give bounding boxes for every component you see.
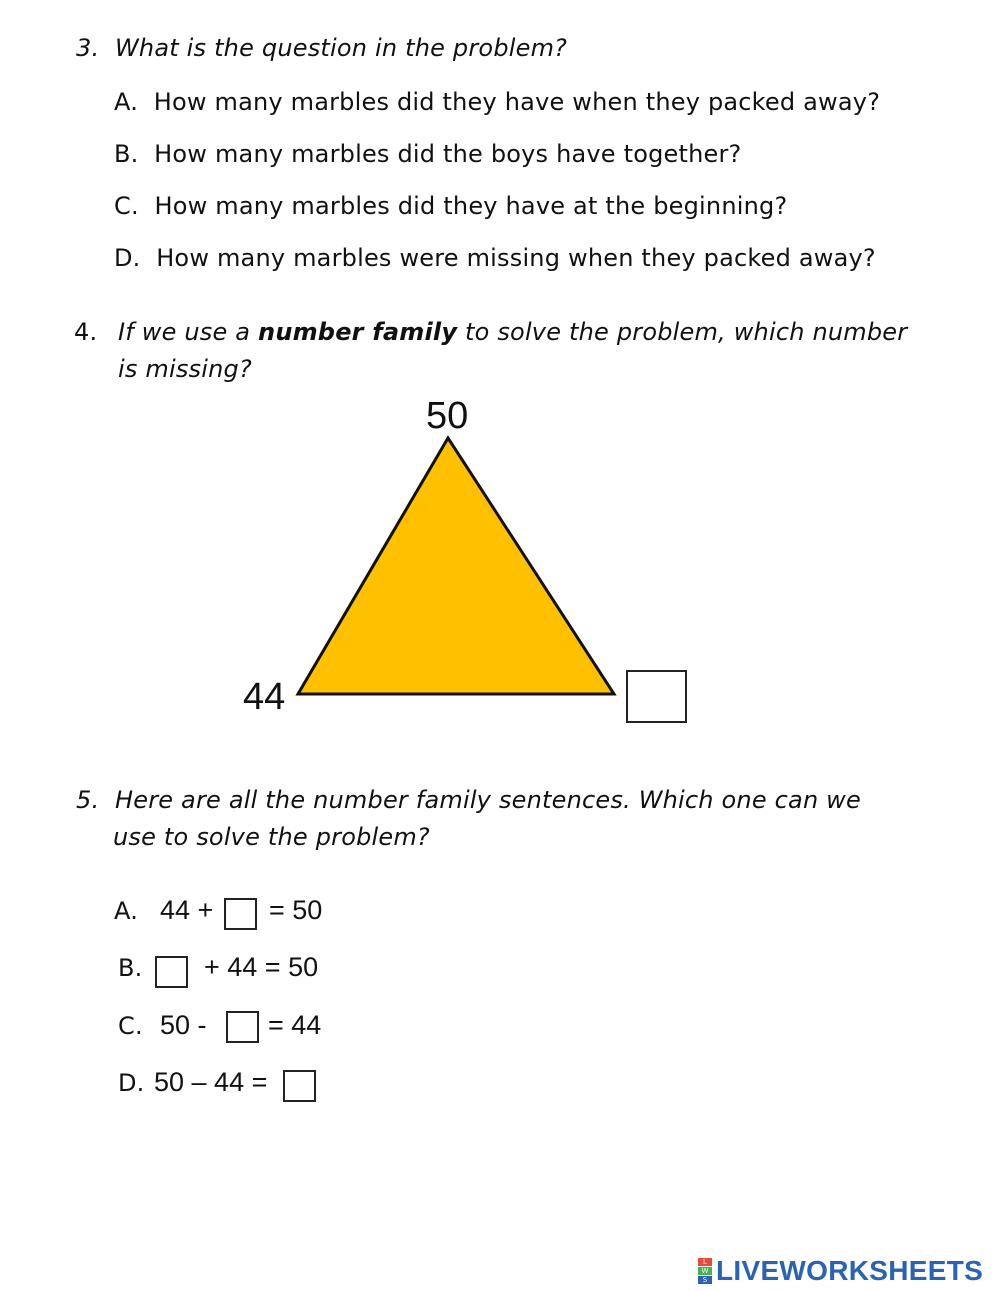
option-3b[interactable] bbox=[114, 140, 741, 168]
question-4-text-line2: is missing? bbox=[118, 355, 252, 383]
equation-pre: 44 + bbox=[160, 895, 214, 925]
answer-box[interactable] bbox=[283, 1070, 316, 1102]
option-letter: D. bbox=[118, 1069, 145, 1097]
brand-name: LIVEWORKSHEETS bbox=[716, 1255, 984, 1286]
question-number: 3. bbox=[76, 34, 100, 62]
equation-pre: 50 - bbox=[160, 1010, 207, 1040]
option-letter: B. bbox=[118, 954, 143, 982]
option-letter: C. bbox=[114, 192, 139, 220]
equation-post: = 44 bbox=[268, 1010, 322, 1040]
triangle-left-number: 44 bbox=[243, 676, 286, 718]
option-letter: D. bbox=[114, 244, 141, 272]
question-5 bbox=[76, 786, 861, 814]
option-text: How many marbles did the boys have together? bbox=[154, 140, 742, 168]
option-letter: A. bbox=[114, 897, 139, 925]
footer-brand bbox=[698, 1255, 983, 1287]
logo-square-s: S bbox=[698, 1276, 712, 1284]
option-letter: B. bbox=[114, 140, 139, 168]
question-5-text-line2: use to solve the problem? bbox=[113, 823, 430, 851]
option-letter: A. bbox=[114, 88, 139, 116]
option-letter: C. bbox=[118, 1012, 143, 1040]
triangle-top-number: 50 bbox=[426, 395, 469, 437]
equation-pre: 50 – 44 = bbox=[154, 1067, 268, 1097]
question-text: What is the question in the problem? bbox=[114, 34, 568, 62]
option-3c[interactable] bbox=[114, 192, 787, 220]
option-text: How many marbles did they have when they packed away? bbox=[153, 88, 881, 116]
option-text: How many marbles were missing when they packed away? bbox=[156, 244, 876, 272]
question-4 bbox=[74, 318, 97, 346]
logo-square-l: L bbox=[698, 1258, 712, 1266]
question-text: Here are all the number family sentences. Which one can we bbox=[114, 786, 861, 814]
answer-box[interactable] bbox=[226, 1011, 259, 1043]
answer-box[interactable] bbox=[224, 898, 257, 930]
question-text-part: If we use a bbox=[118, 318, 259, 346]
triangle-shape bbox=[298, 438, 614, 694]
missing-number-box[interactable] bbox=[626, 670, 687, 723]
option-3a[interactable] bbox=[114, 88, 880, 116]
equation-post: = 50 bbox=[269, 895, 323, 925]
bold-term: number family bbox=[258, 318, 458, 346]
question-4-text bbox=[118, 318, 907, 346]
question-number: 5. bbox=[76, 786, 100, 814]
equation-post: + 44 = 50 bbox=[204, 952, 319, 982]
liveworksheets-logo-icon bbox=[698, 1258, 712, 1284]
question-number: 4. bbox=[74, 318, 98, 346]
answer-box[interactable] bbox=[155, 956, 188, 988]
question-text-part: to solve the problem, which number bbox=[457, 318, 908, 346]
number-family-triangle bbox=[280, 430, 640, 710]
option-3d[interactable] bbox=[114, 244, 876, 272]
logo-square-w: W bbox=[698, 1267, 712, 1275]
question-3 bbox=[76, 34, 567, 62]
option-text: How many marbles did they have at the beginning? bbox=[154, 192, 788, 220]
